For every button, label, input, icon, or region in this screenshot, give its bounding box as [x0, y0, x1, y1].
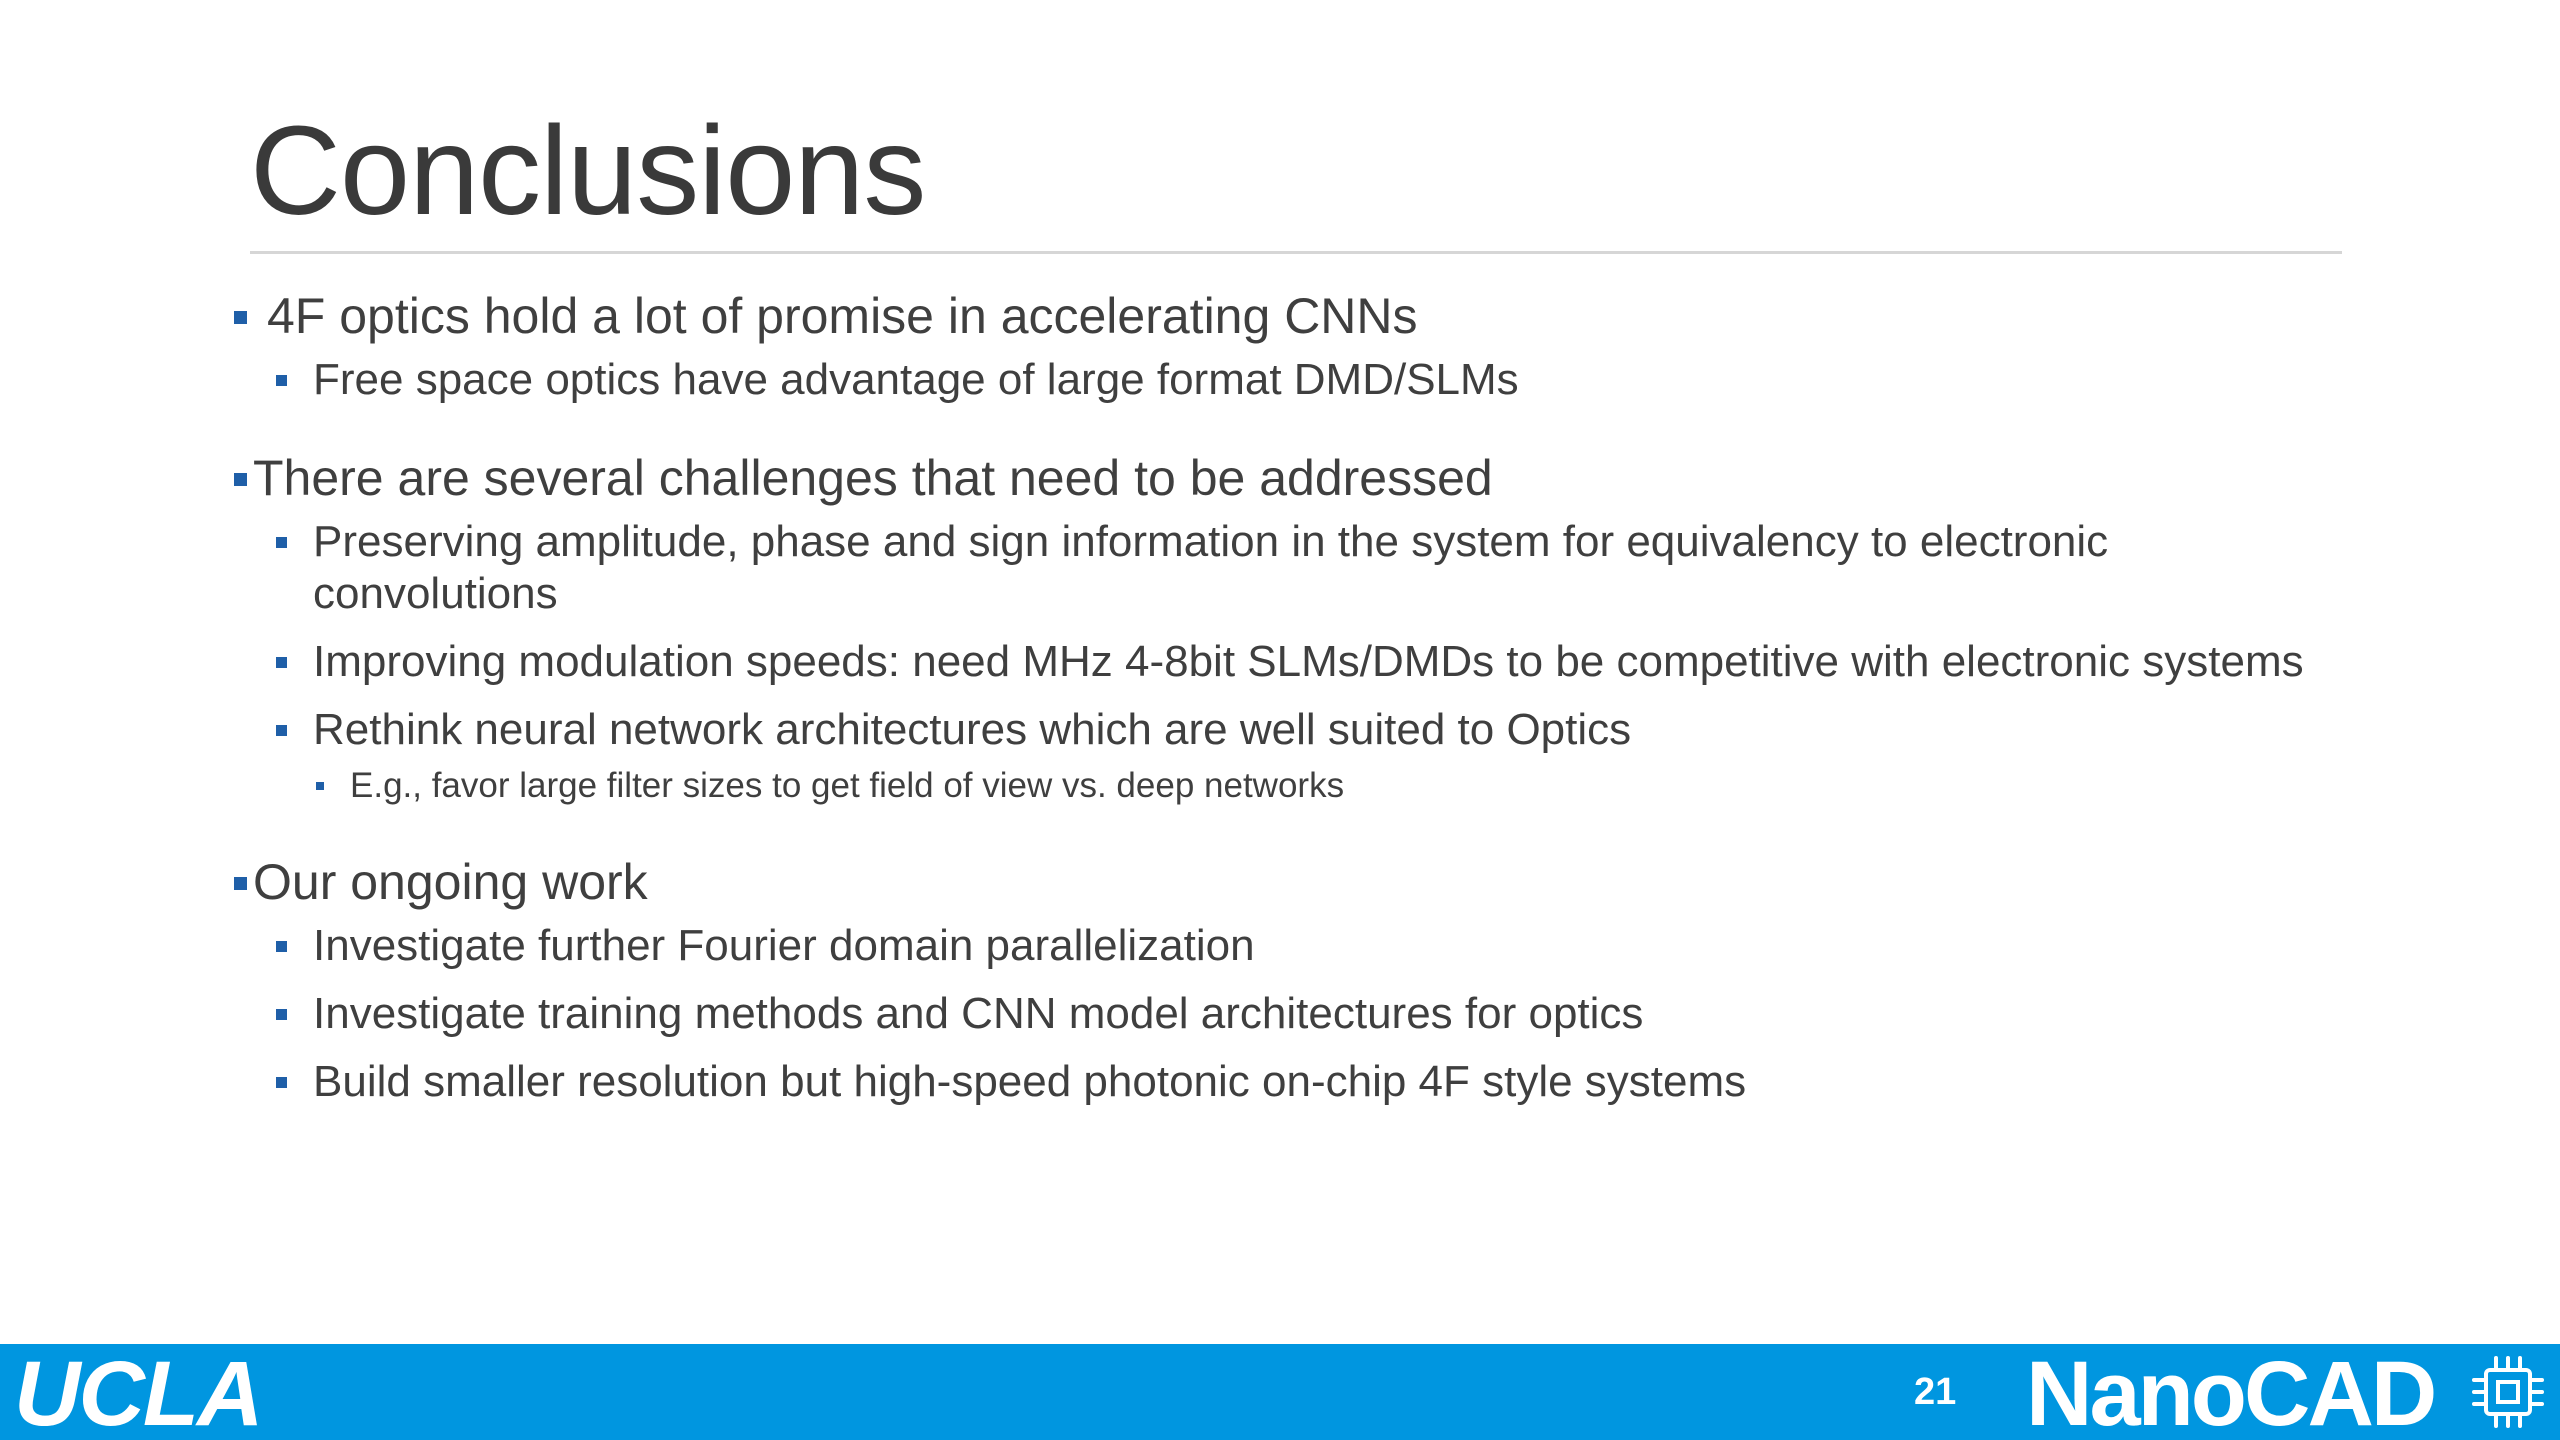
- bullet-text: Build smaller resolution but high-speed photonic on-chip 4F style systems: [313, 1057, 1747, 1106]
- ucla-logo: UCLA: [14, 1343, 262, 1440]
- bullet-text: Investigate training methods and CNN model architectures for optics: [313, 989, 1644, 1038]
- bullet-square-icon: [316, 782, 324, 790]
- bullet-square-icon: [276, 1077, 287, 1088]
- bullet-level2: [230, 988, 2360, 1040]
- bullet-text: Investigate further Fourier domain parallelization: [313, 921, 1255, 970]
- page-number: 21: [1914, 1371, 1957, 1413]
- bullet-square-icon: [234, 473, 247, 486]
- bullet-text: Our ongoing work: [253, 854, 648, 910]
- footer-bar: [0, 1344, 2560, 1440]
- bullet-text: Rethink neural network architectures which are well suited to Optics: [313, 705, 1632, 754]
- bullet-square-icon: [234, 877, 247, 890]
- bullet-square-icon: [234, 311, 247, 324]
- bullet-square-icon: [276, 1009, 287, 1020]
- bullet-level2: [230, 920, 2360, 972]
- bullet-level1: [230, 848, 2360, 916]
- bullet-level1: [230, 444, 2360, 512]
- bullet-square-icon: [276, 941, 287, 952]
- bullet-group-3: [230, 848, 2360, 1108]
- chip-icon: [2470, 1354, 2546, 1430]
- bullet-group-1: [230, 282, 2360, 406]
- bullet-text: 4F optics hold a lot of promise in accelerating CNNs: [267, 288, 1418, 344]
- bullet-square-icon: [276, 375, 287, 386]
- bullet-level2: [230, 636, 2360, 688]
- bullet-text: Preserving amplitude, phase and sign information in the system for equivalency to electronic convolutions: [313, 517, 2109, 618]
- slide-title: Conclusions: [250, 100, 926, 241]
- bullet-level2: [230, 516, 2360, 620]
- bullet-level2: [230, 354, 2360, 406]
- bullet-text: Free space optics have advantage of large format DMD/SLMs: [313, 355, 1519, 404]
- bullet-square-icon: [276, 725, 287, 736]
- bullet-square-icon: [276, 537, 287, 548]
- nanocad-logo: NanoCAD: [2026, 1343, 2435, 1440]
- bullet-text: There are several challenges that need to be addressed: [253, 450, 1493, 506]
- bullet-square-icon: [276, 657, 287, 668]
- bullet-level2: [230, 704, 2360, 756]
- title-divider: [250, 251, 2342, 254]
- bullet-text: Improving modulation speeds: need MHz 4-8bit SLMs/DMDs to be competitive with electronic systems: [313, 637, 2304, 686]
- bullet-group-2: [230, 444, 2360, 810]
- bullet-level2: [230, 1056, 2360, 1108]
- bullet-list: [230, 282, 2360, 1108]
- bullet-level1: [230, 282, 2360, 350]
- bullet-text: E.g., favor large filter sizes to get field of view vs. deep networks: [350, 766, 1345, 805]
- bullet-level3: [230, 762, 2360, 810]
